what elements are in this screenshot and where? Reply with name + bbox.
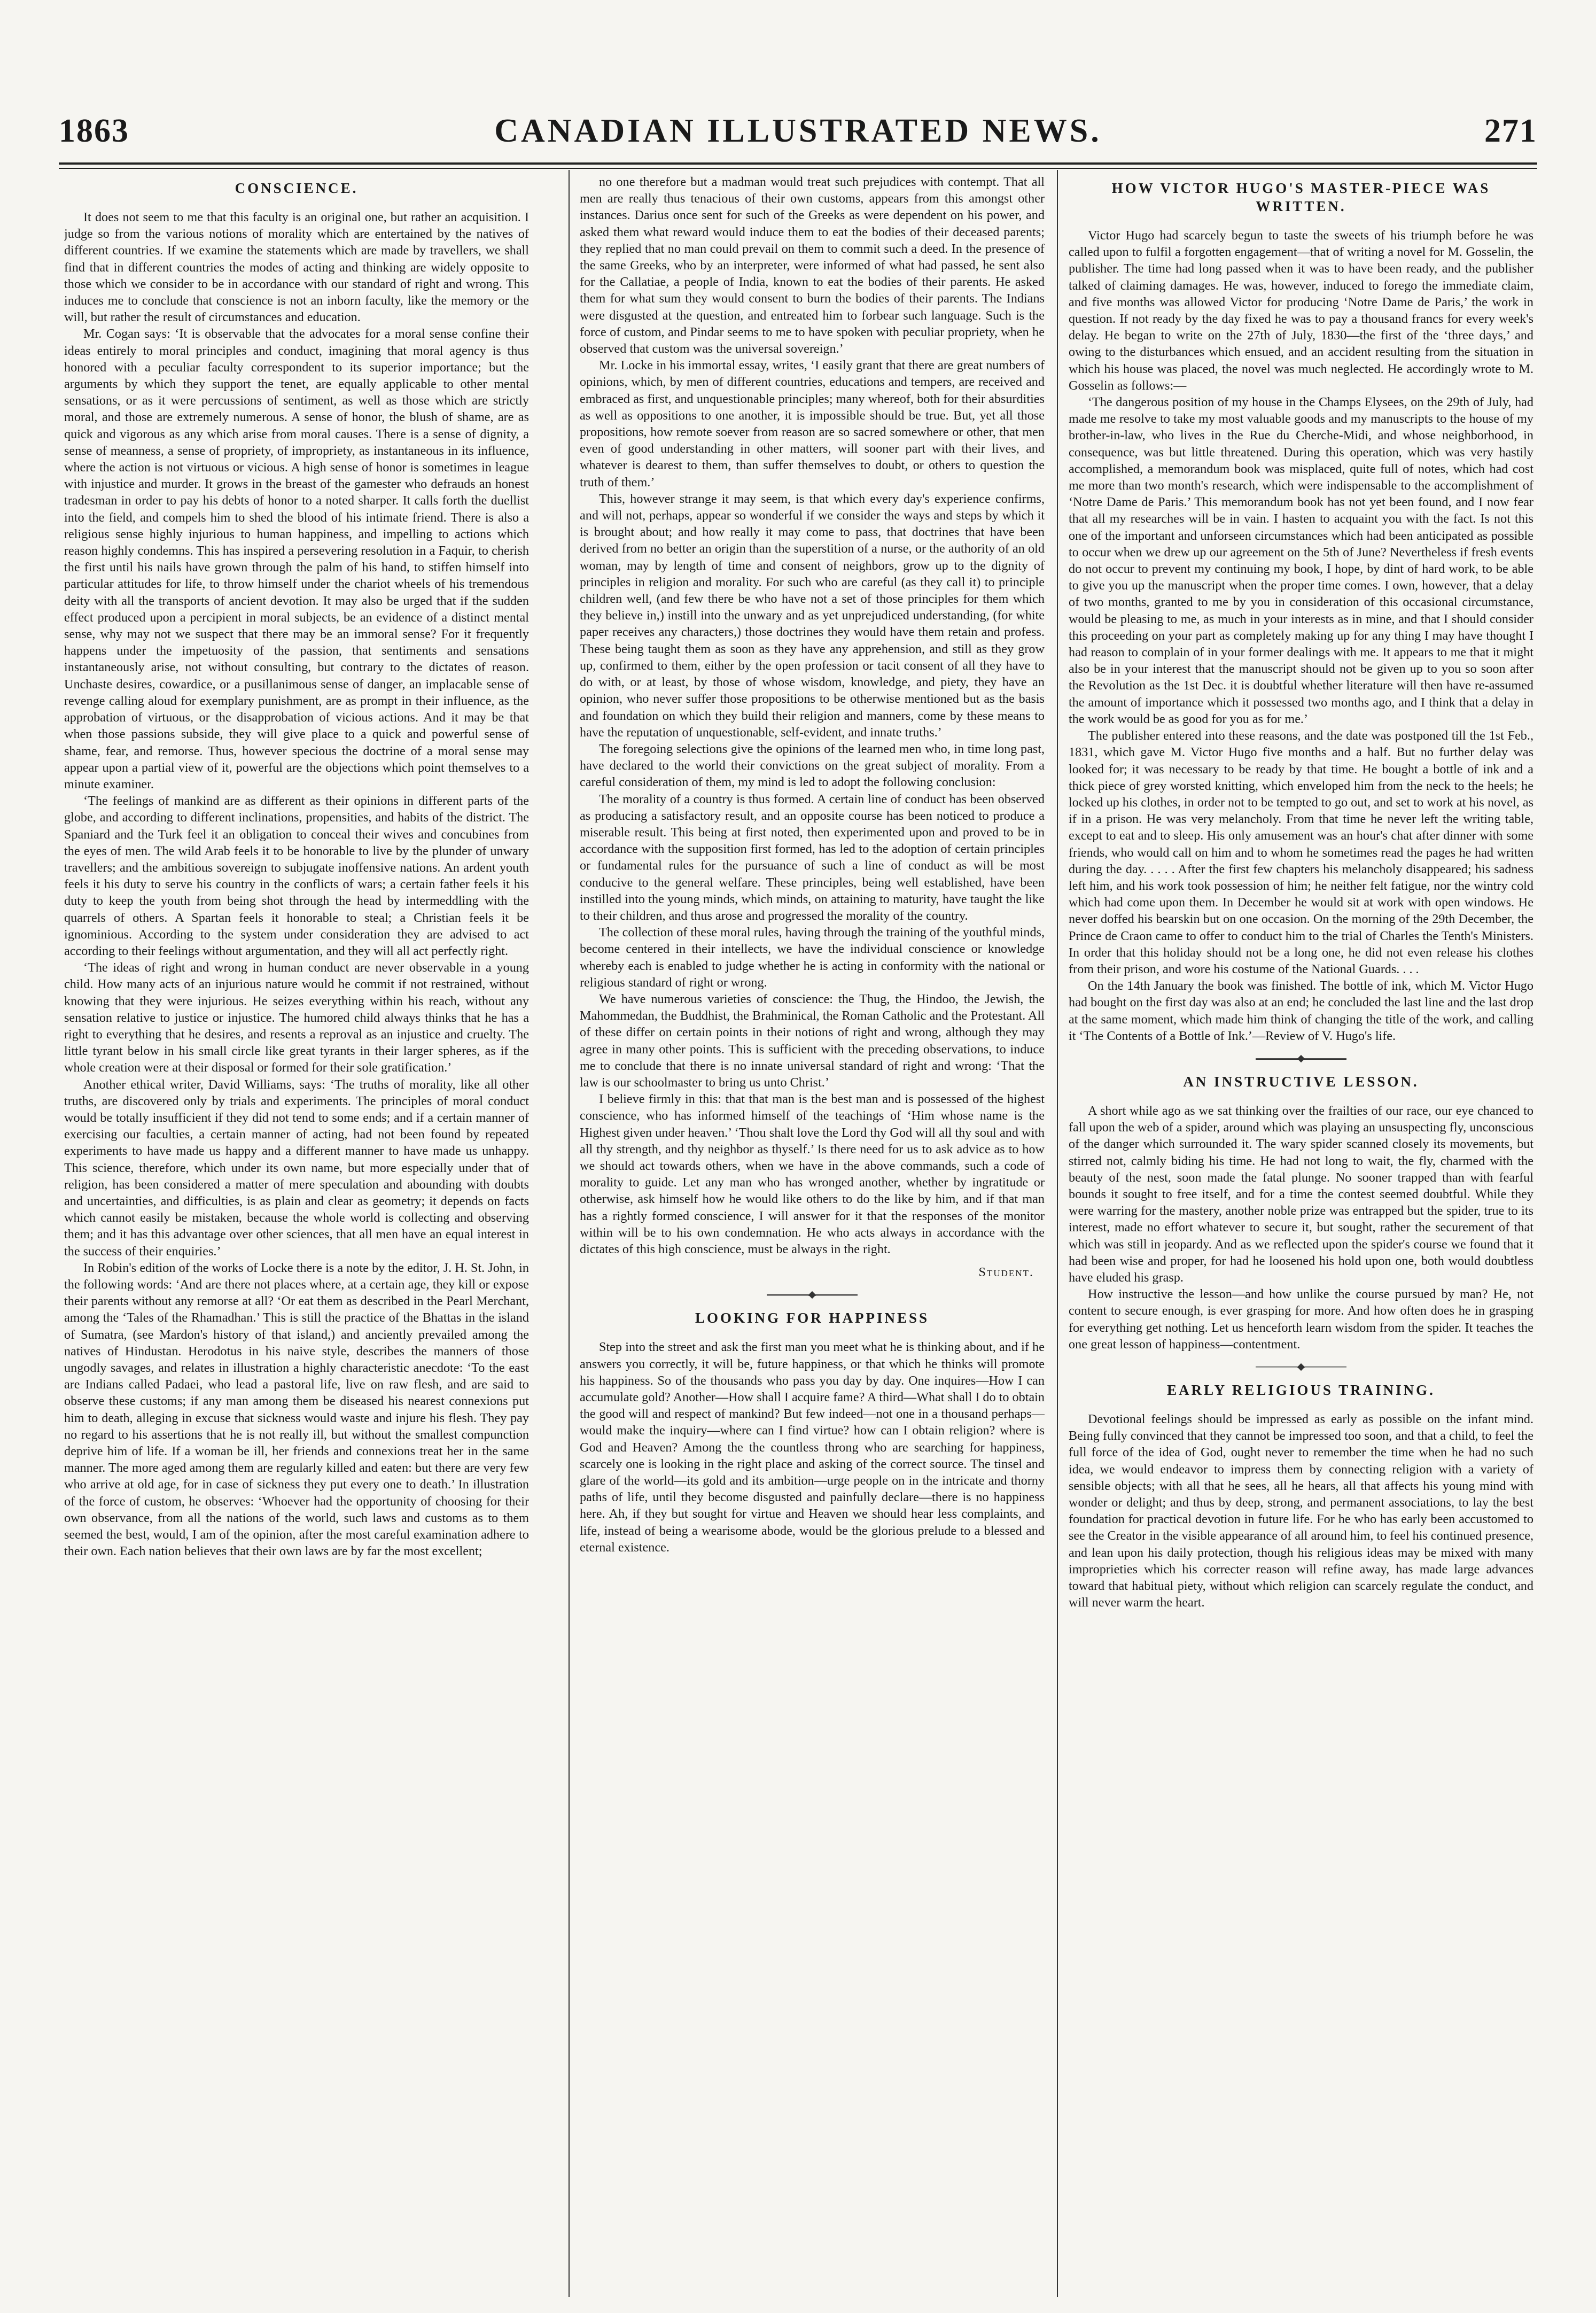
article-paragraph: A short while ago as we sat thinking over the frailties of our race, our eye chanced to fall upon the web of a spider, around which was playing an unsuspecting fly, unconscious of the danger which surrounded it. The wary spider scanned closely its movements, but stirred not, calmly biding his time. He had not long to wait, the fly, charmed with the beauty of the nest, soon made the fatal plunge. No sooner trapped than with fearful bounds it sought to free itself, and for a time the contest seemed doubtful. While they were warring for the mastery, another noble prize was entrapped but the spider, true to its interest, made no effort whatever to secure it, but sought, rather the securement of that which was still in jeopardy. And as we reflected upon the spider's course we found that it had been wise and proper, for had he loosened his hold upon one, both would doubtless have eluded his grasp.: [1069, 1103, 1533, 1285]
article-title-looking-for-happiness: LOOKING FOR HAPPINESS: [695, 1310, 930, 1326]
column-3: [1069, 174, 1533, 2290]
article-paragraph: The collection of these moral rules, having through the training of the youthful minds, become centered in their intellects, we have the individual conscience or knowledge whereby each is enabled to judge whether he is acting in conformity with the national or religious standard of right or wrong.: [580, 925, 1045, 990]
article-paragraph: The morality of a country is thus formed. A certain line of conduct has been observed as producing a satisfactory result, and an opposite course has been noticed to produce a miserable result. This being at first noted, then experimented upon and proved to be in accordance with the supposition first formed, has led to the adoption of certain principles or fundamental rules for the pursuance of such a line of conduct as will be most conducive to the general welfare. These principles, being well established, have been instilled into the young minds, which minds, on attaining to maturity, have taught the like to their children, and thus arose and progressed the morality of the country.: [580, 791, 1045, 923]
column-2: [580, 174, 1045, 2290]
article-paragraph: ‘The dangerous position of my house in the Champs Elysees, on the 29th of July, had made me resolve to take my most valuable goods and my manuscripts to the house of my brother-in-law, who lives in the Rue du Cherche-Midi, and whose neighborhood, in consequence, was but little threatened. During this operation, which was very hastily accomplished, a memorandum book was misplaced, quite full of notes, which had cost me more than two month's research, which were indispensable to the accomplishment of ‘Notre Dame de Paris.’ This memorandum book has not yet been found, and I now fear that all my researches will be in vain. I hasten to acquaint you with the fact. Is not this one of the important and unforseen circumstances which had been anticipated as possible to occur when we drew up our agreement on the 5th of June? Nevertheless if fresh events do not occur to prevent my continuing my book, I hope, by dint of hard work, to be able to give you up the manuscript when the proper time comes. I own, however, that a delay of two months, granted to me by you in consideration of this occasional circumstance, would be pleasing to me, as much in your interests as in mine, and that I should consider this proceeding on your part as completely making up for any thing I may have thought I had reason to complain of in your former dealings with me. It appears to me that it might also be in your interest that the manuscript should not be given up to you so soon after the Revolution as the 1st Dec. it is doubtful whether literature will then have re-assumed the amount of importance which it possessed two months ago, and I think that a delay in the work would be as good for you as for me.’: [1069, 395, 1533, 726]
column-divider: [1057, 170, 1058, 2297]
article-paragraph: On the 14th January the book was finished. The bottle of ink, which M. Victor Hugo had bought on the first day was also at an end; he concluded the last line and the last drop at the same moment, which made him think of changing the title of the work, and calling it ‘The Contents of a Bottle of Ink.’—Review of V. Hugo's life.: [1069, 979, 1533, 1043]
article-paragraph: The foregoing selections give the opinions of the learned men who, in time long past, have declared to the world their convictions on the great subject of morality. From a careful consideration of them, my mind is led to adopt the following conclusion:: [580, 741, 1045, 790]
masthead-year: 1863: [59, 113, 129, 149]
article-paragraph: Mr. Locke in his immortal essay, writes, ‘I easily grant that there are great numbers of opinions, which, by men of different countries, educations and tempers, are received and embraced as first, and unquestionable principles; many whereof, both for their absurdities as well as oppositions to one another, it is impossible should be true. But, yet all those propositions, how remote soever from reason are so sacred somewhere or other, that men even of good understanding in other matters, will sooner part with their lives, and whatever is dearest to them, than suffer themselves to doubt, or others to question the truth of them.’: [580, 358, 1045, 490]
article-paragraph: It does not seem to me that this faculty is an original one, but rather an acquisition. I judge so from the various notions of morality which are entertained by the natives of different countries. If we examine the statements which are made by travellers, we shall find that in different countries the modes of acting and thinking are widely opposite to those which we consider to be in accordance with our standard of right and wrong. This induces me to conclude that conscience is not an inborn faculty, like the memory or the will, but rather the result of circumstances and education.: [64, 210, 529, 325]
article-paragraph: How instructive the lesson—and how unlike the course pursued by man? He, not content to secure enough, is ever grasping for more. And how often does he in grasping for everything get nothing. Let us henceforth learn wisdom from the spider. It teaches the one great lesson of happiness—contentment.: [1069, 1287, 1533, 1352]
article-paragraph: ‘The ideas of right and wrong in human conduct are never observable in a young child. How many acts of an injurious nature would he commit if not restrained, without knowing that they were injurious. He seizes everything within his reach, without any sensation relative to justice or injustice. The humored child always thinks that he has a right to everything that he desires, and resents a reproval as an injustice and cruelty. The little tyrant below in his small circle like great tyrants in their larger spheres, as if the whole creation were at their disposal or formed for their sole gratification.’: [64, 960, 529, 1075]
article-paragraph: Another ethical writer, David Williams, says: ‘The truths of morality, like all other truths, are discovered only by trials and experiments. The principles of moral conduct would be totally insufficient if they did not tend to some ends; and if a certain manner of exercising our faculties, a certain manner of acting, had not been found by repeated experiments to have made us happy and a different manner to have made us unhappy. This science, therefore, which under its own name, but more especially under that of religion, has been considered a matter of mere speculation and abounding with doubts and uncertainties, and difficulties, is as plain and clear as geometry; it depends on facts which cannot easily be mistaken, because the whole world is collecting and observing them; and it has this advantage over other sciences, that all men have an equal interest in the success of their enquiries.’: [64, 1077, 529, 1259]
article-signature: Student.: [978, 1265, 1034, 1280]
masthead: [59, 112, 1537, 160]
article-title-conscience: CONSCIENCE.: [235, 180, 359, 196]
section-separator: [1256, 1367, 1346, 1371]
article-paragraph: This, however strange it may seem, is that which every day's experience confirms, and will not, perhaps, appear so wonderful if we consider the ways and steps by which it is brought about; and how really it may come to pass, that doctrines that have been derived from no better an origin than the superstition of a nurse, or the authority of an old woman, may by length of time and consent of neighbors, grow up to the dignity of principles in religion and morality. For such who are careful (as they call it) to principle children well, (and few there be who have not a set of those principles for them which they believe in,) instill into the unwary and as yet unprejudiced understanding, (for white paper receives any characters,) those doctrines they would have them retain and profess. These being taught them as soon as they have any apprehension, and still as they grow up, confirmed to them, either by the open profession or tacit consent of all they have to do with, or at least, by those of whose wisdom, knowledge, and piety, they have an opinion, who never suffer those propositions to be otherwise mentioned but as the basis and foundation on which they build their religion and manners, come by these means to have the reputation of unquestionable, self-evident, and innate truths.’: [580, 491, 1045, 740]
article-paragraph: no one therefore but a madman would treat such prejudices with contempt. That all men are really thus tenacious of their own customs, appears from this amongst other instances. Darius once sent for such of the Greeks as were dependent on his power, and asked them what reward would induce them to eat the bodies of their deceased parents; they replied that no man could prevail on them to commit such a deed. In the presence of the same Greeks, who by an interpreter, were informed of what had passed, he sent also for the Callatiae, a people of India, known to eat the bodies of their parents. He asked them for what sum they would consent to burn the bodies of their parents. The Indians were disgusted at the question, and entreated him to forbear such language. Such is the force of custom, and Pindar seems to me to have spoken with peculiar propriety, when he observed that custom was the universal sovereign.’: [580, 175, 1045, 356]
article-title-early-religious-training: EARLY RELIGIOUS TRAINING.: [1167, 1382, 1435, 1398]
masthead-page-number: 271: [1484, 113, 1537, 149]
article-paragraph: Mr. Cogan says: ‘It is observable that the advocates for a moral sense confine their ideas entirely to moral principles and conduct, imagining that moral agency is thus honored with a peculiar faculty correspondent to its superior importance; but the arguments by which they support the tenet, are equally applicable to other mental sensations, or as it were percussions of sentiment, as well as those which are strictly moral, and those are extremely numerous. A sense of honor, the blush of shame, are as quick and vigorous as any which arise from moral causes. There is a sense of dignity, a sense of meanness, a sense of propriety, of impropriety, as instantaneous in its influence, where the action is not virtuous or vicious. A high sense of honor is sometimes in league with injustice and murder. It grows in the breast of the gamester who defrauds an honest tradesman in order to pay his debts of honor to a noted sharper. It calls forth the duellist into the field, and compels him to shed the blood of his intimate friend. There is also a religious sense highly injurious to human happiness, and impelling to actions which reason highly condemns. This has inspired a persevering resolution in a Faquir, to cherish the first until his nails have grown through the palm of his hand, to stiffen himself into particular attitudes for life, to throw himself under the chariot wheels of his tremendous deity with all the transports of ancient devotion. It may also be urged that if the sudden effect produced upon a percipient in moral subjects, be an evidence of a distinct mental sense, why may not we suspect that there may be an immoral sense? For it frequently happens under the impetuosity of the passion, that sentiments and sensations instantaneously arise, not without consulting, but contrary to the dictates of reason. Unchaste desires, cowardice, or a pusillanimous sense of danger, an implacable sense of revenge calling aloud for exemplary punishment, are as prompt in their influence, as the approbation of virtuous, or the disapprobation of vicious actions. And it may be that when those passions subside, they will give place to a quick and powerful sense of shame, fear, and remorse. Thus, however specious the doctrine of a moral sense may appear upon a partial view of it, powerful are the objections which point themselves to a minute examiner.: [64, 327, 529, 791]
article-paragraph: The publisher entered into these reasons, and the date was postponed till the 1st Feb., 1831, which gave M. Victor Hugo five months and a half. But no further delay was looked for; it was necessary to be ready by that time. He bought a bottle of ink and a thick piece of grey worsted knitting, which enveloped him from the neck to the heels; he locked up his clothes, in order not to be tempted to go out, and set to work at his novel, as if in a prison. He was very melancholy. From that time he never left the writing table, except to eat and to sleep. His only amusement was an hour's chat after dinner with some friends, who would call on him and to whom he sometimes read the pages he had written during the day. . . . . After the first few chapters his melancholy disappeared; his sadness left him, and his work took possession of him; he neither felt fatigue, nor the wintry cold which had come upon them. In December he would sit at work with open windows. He never doffed his bearskin but on one occasion. On the morning of the 29th December, the Prince de Craon came to offer to conduct him to the trial of Charles the Tenth's Ministers. In order that this holiday should not be a long one, he did not even release his clothes from their prison, and wore his costume of the National Guards. . . .: [1069, 728, 1533, 976]
masthead-rule-thin: [59, 168, 1537, 169]
masthead-rule: [59, 162, 1537, 165]
article-paragraph: We have numerous varieties of conscience: the Thug, the Hindoo, the Jewish, the Mahommedan, the Buddhist, the Brahminical, the Roman Catholic and the Protestant. All of these differ on certain points in their notions of right and wrong, although they may agree in many other points. This is sufficient with the preceding observations, to induce me to conclude that there is no innate universal standard of right and wrong: ‘That the law is our schoolmaster to bring us unto Christ.’: [580, 991, 1045, 1090]
article-paragraph: Devotional feelings should be impressed as early as possible on the infant mind. Being fully convinced that they cannot be impressed too soon, and that a child, to feel the full force of the idea of God, ought never to remember the time when he had no such idea, we would endeavor to impress them by connecting religion with a variety of sensible objects; with all that he sees, all he hears, all that affects his young mind with wonder or delight; and thus by deep, strong, and permanent associations, to lay the best foundation for practical devotion in future life. For he who has early been accustomed to see the Creator in the visible appearance of all around him, to feel his continued presence, and lean upon his daily protection, though his religious ideas may be mixed with many improprieties which his correcter reason will refine away, has made large advances toward that habitual piety, without which religion can scarcely regulate the conduct, and will never warm the heart.: [1069, 1412, 1533, 1610]
section-separator: [1256, 1058, 1346, 1063]
section-separator: [767, 1294, 858, 1299]
article-title-victor-hugo: HOW VICTOR HUGO'S MASTER-PIECE WAS WRITTEN.: [1111, 180, 1491, 214]
article-paragraph: Step into the street and ask the first man you meet what he is thinking about, and if he answers you correctly, it will be, future happiness, or that which he thinks will promote his happiness. So of the thousands who pass you day by day. One inquires—How I can accumulate gold? Another—How shall I acquire fame? A third—What shall I do to obtain the good will and respect of mankind? But few indeed—not one in a thousand perhaps—would make the inquiry—where can I find virtue? how can I obtain religion? where is God and Heaven? Among the the countless throng who are searching for happiness, scarcely one is looking in the right place and asking of the correct source. The tinsel and glare of the world—its gold and its ambition—urge people on in the intricate and thorny paths of life, until they become disgusted and painfully declare—there is no happiness here. Ah, if they but sought for virtue and Heaven we should hear less complaints, and life, instead of being a wearisome abode, would be the glorious prelude to a blessed and eternal existence.: [580, 1340, 1045, 1555]
article-title-instructive-lesson: AN INSTRUCTIVE LESSON.: [1183, 1073, 1419, 1090]
article-paragraph: ‘The feelings of mankind are as different as their opinions in different parts of the globe, and according to different inclinations, propensities, and habits of the district. The Spaniard and the Turk feel it an obligation to conceal their wives and concubines from the eyes of men. The wild Arab feels it to be honorable to live by the plunder of unwary travellers; and the ambitious sovereign to subjugate inoffensive nations. An ardent youth feels it his duty to serve his country in the conflicts of wars; a certain father feels it his duty to keep the youth from being shot through the head by intermeddling with the quarrels of others. A Spartan feels it honorable to steal; a Christian feels it be ignominious. According to the system under consideration they are advised to act according to their feelings without argumentation, and they will all act perfectly right.: [64, 794, 529, 958]
article-paragraph: Victor Hugo had scarcely begun to taste the sweets of his triumph before he was called upon to fulfil a forgotten engagement—that of writing a novel for M. Gosselin, the publisher. The time had long passed when it was to have been ready, and the publisher talked of claiming damages. He was, however, induced to forego the immediate claim, and five months was allowed Victor for producing ‘Notre Dame de Paris,’ the work in question. If not ready by the day fixed he was to pay a thousand francs for every week's delay. He began to write on the 27th of July, 1830—the first of the ‘three days,’ and owing to the disturbances which ensued, and an accident resulting from the situation in which his house was placed, the novel was much neglected. He accordingly wrote to M. Gosselin as follows:—: [1069, 228, 1533, 393]
article-paragraph: In Robin's edition of the works of Locke there is a note by the editor, J. H. St. John, in the following words: ‘And are there not places where, at a certain age, they kill or expose their parents without any remorse at all? ‘Or eat them as described in the Pearl Merchant, among the ‘Tales of the Rhamadhan.’ This is still the practice of the Bhattas in the island of Sumatra, (see Mardon's history of that island,) and anciently prevailed among the natives of Hindustan. Herodotus in his naive style, describes the manners of those ungodly savages, and relates in illustration a highly characteristic anecdote: ‘To the east are Indians called Padaei, who lead a pastoral life, live on raw flesh, and are said to observe these customs; if any man among them be diseased his nearest connexions put him to death, alleging in excuse that sickness would waste and injure his flesh. They pay no regard to his assertions that he is not really ill, but without the smallest compunction deprive him of life. If a woman be ill, her friends and connexions treat her in the same manner. The more aged among them are regularly killed and eaten: but there are very few who arrive at old age, for in case of sickness they put every one to death.’ In illustration of the force of custom, he observes: ‘Whoever had the opportunity of choosing for their own observance, from all the nations of the world, such laws and customs as to them seemed the best, would, I am of the opinion, after the most careful examination adhere to their own. Each nation believes that their own laws are by far the most excellent;: [64, 1260, 529, 1559]
column-divider: [569, 170, 570, 2297]
column-1: [64, 174, 529, 2290]
article-paragraph: I believe firmly in this: that that man is the best man and is possessed of the highest conscience, who has informed himself of the teachings of ‘Him whose name is the Highest given under heaven.’ ‘Thou shalt love the Lord thy God will all thy soul and with all thy strength, and thy neighbor as thyself.’ Is there need for us to ask advice as to how we should act towards others, when we have in the above commands, such a code of morality to guide. Let any man who has wronged another, whether by ingratitude or otherwise, ask himself how he would like others to do the like by him, and if that man has a rightly formed conscience, I will answer for it that the responses of the monitor within will be to his own condemnation. He who acts always in accordance with the dictates of this high conscience, must be always in the right.: [580, 1092, 1045, 1256]
masthead-title: CANADIAN ILLUSTRATED NEWS.: [494, 113, 1102, 149]
